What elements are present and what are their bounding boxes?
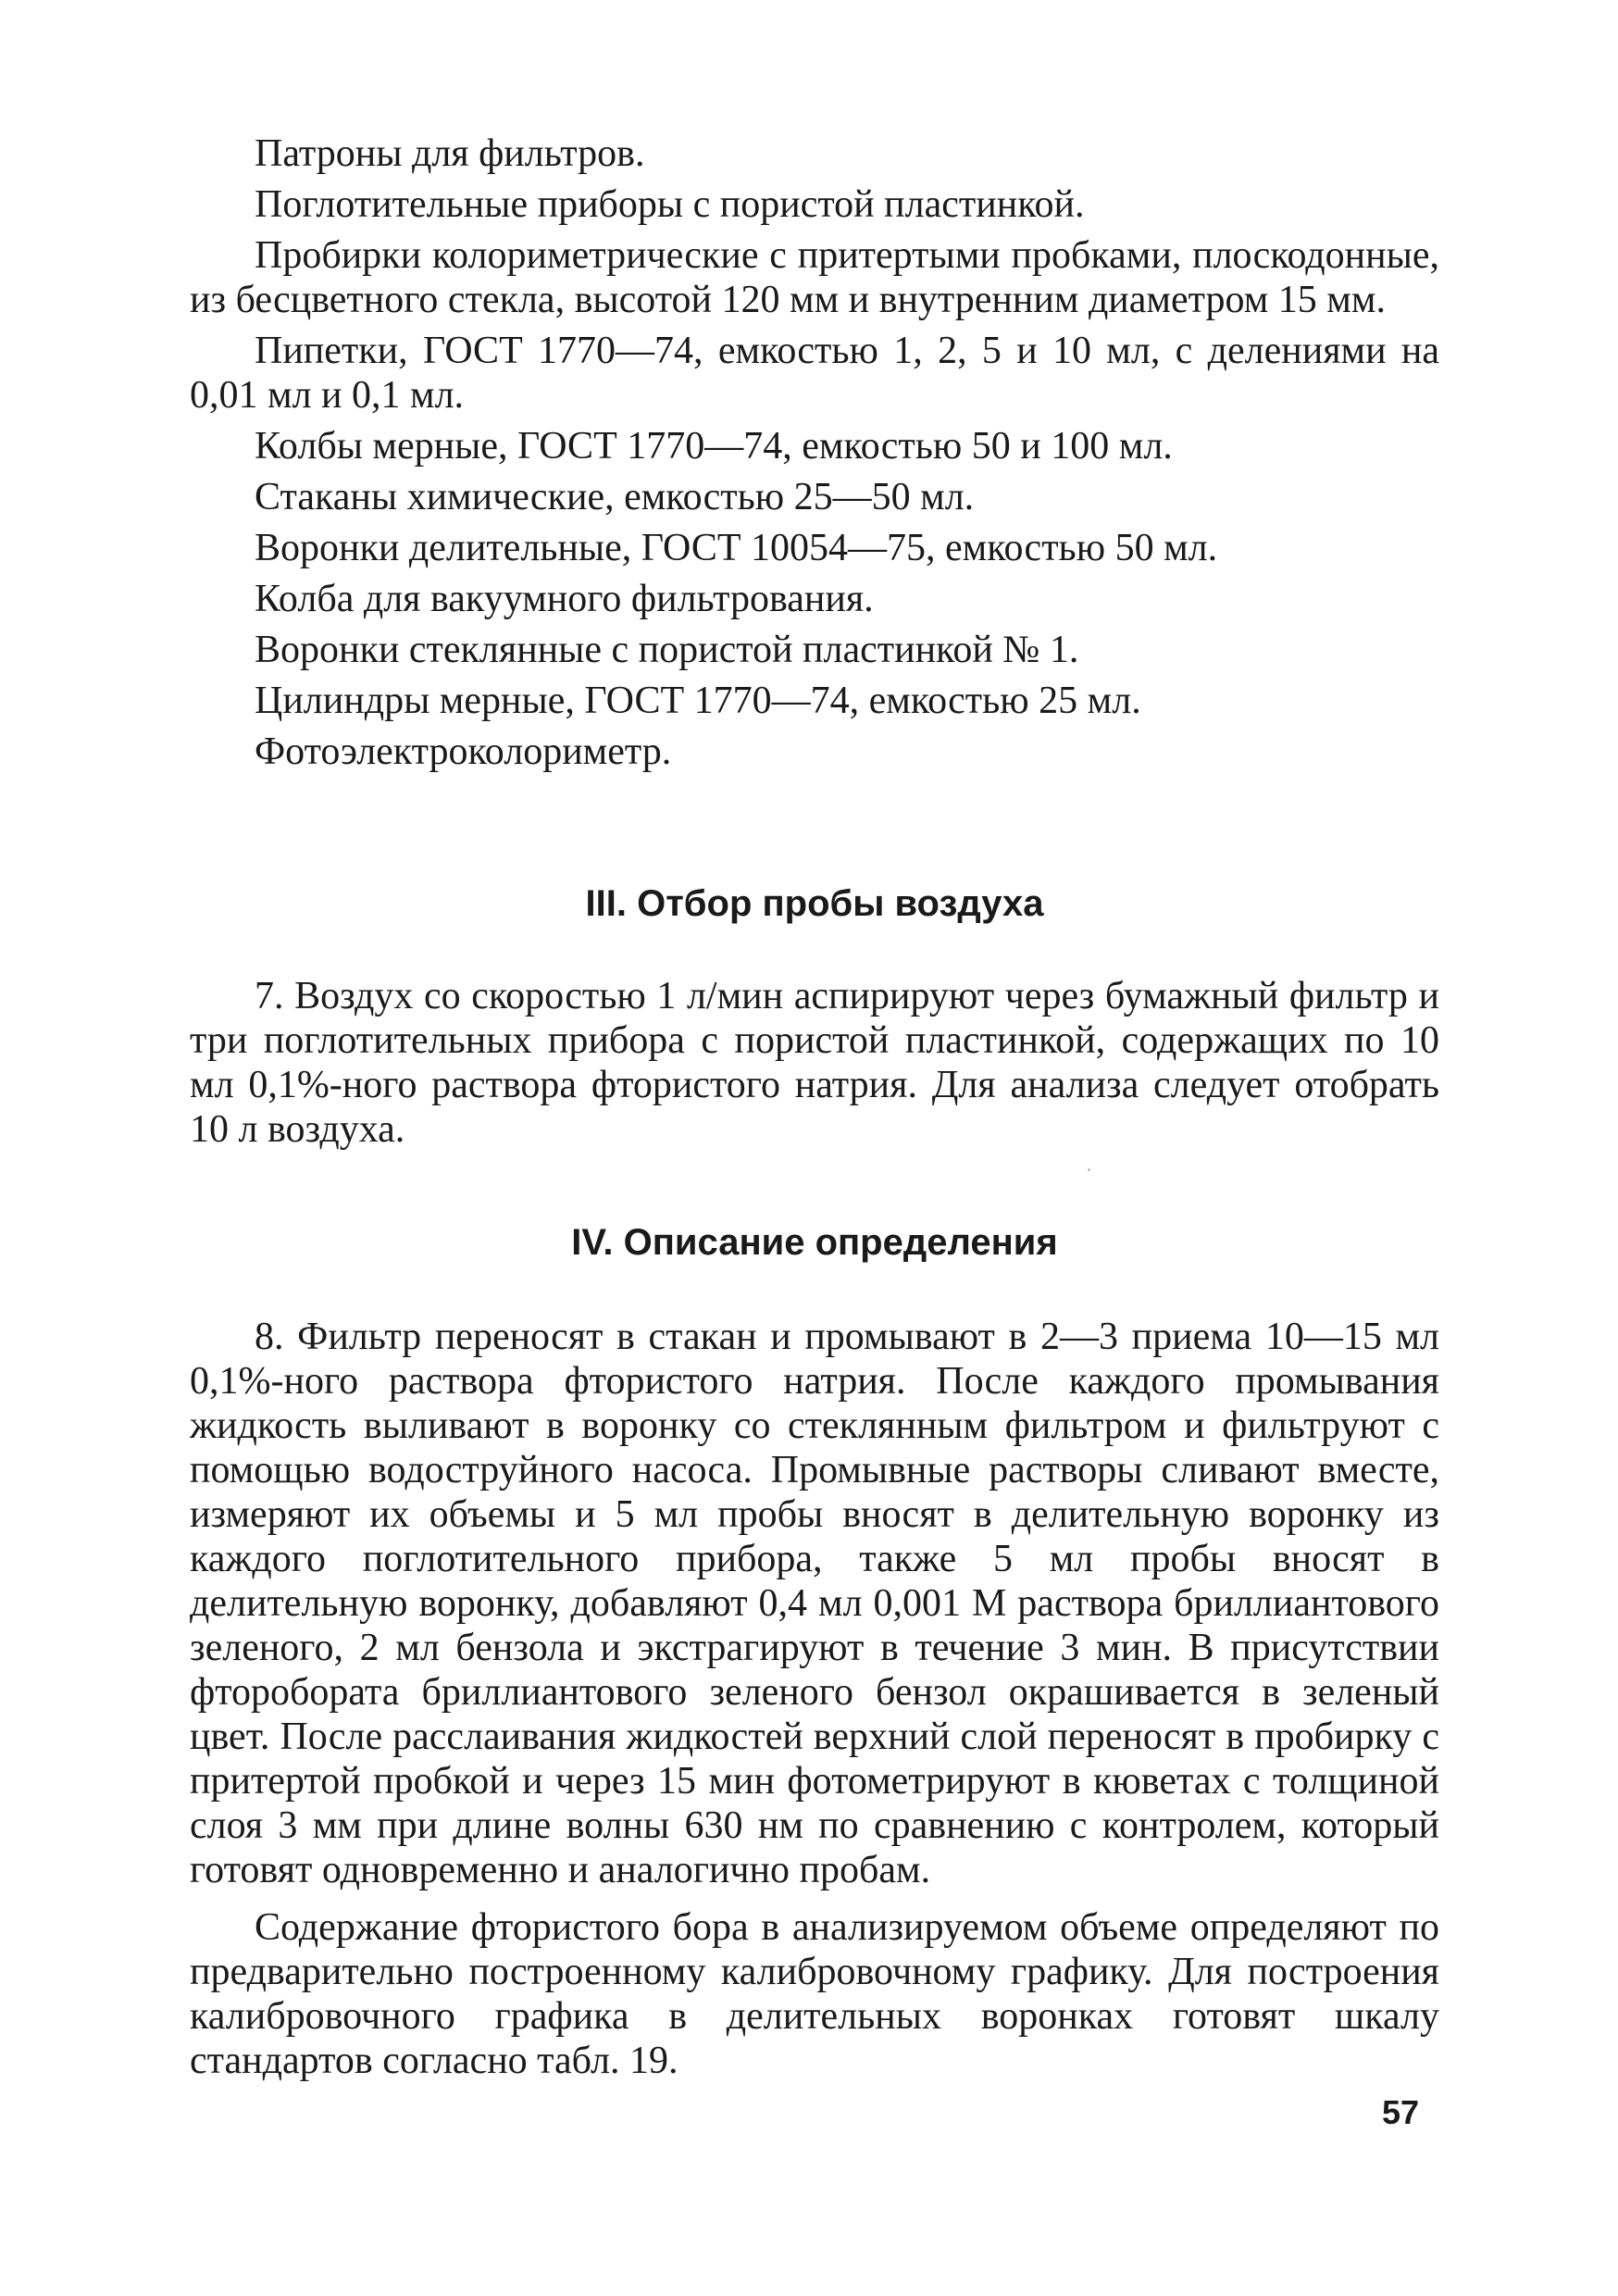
list-item: Патроны для фильтров. — [255, 132, 645, 175]
section-3-body — [190, 974, 1439, 1152]
list-item: Поглотительные приборы с пористой пластинкой. — [255, 183, 1085, 226]
scan-speck — [1088, 1168, 1090, 1171]
paragraph: 8. Фильтр переносят в стакан и промывают в 2—3 приема 10—15 мл 0,1%-ного раствора фтористого натрия. После каждого промывания жидкость выливают в воронку со стеклянным фильтром и фильтруют с помощью водоструйного насоса. Промывные растворы сливают вместе, измеряют их объемы и 5 мл пробы вносят в делительную воронку из каждого поглотительного прибора, также 5 мл пробы вносят в делительную воронку, добавляют 0,4 мл 0,001 М раствора бриллиантового зеленого, 2 мл бензола и экстрагируют в течение 3 мин. В присутствии фторобората бриллиантового зеленого бензол окрашивается в зеленый цвет. После расслаивания жидкостей верхний слой переносят в пробирку с притертой пробкой и через 15 мин фотометрируют в кюветах с толщиной слоя 3 мм при длине волны 630 нм по сравнению с контролем, который готовят одновременно и аналогично пробам. — [190, 1316, 1439, 1891]
list-item: Пробирки колориметрические с притертыми пробками, плоскодонные, из бесцветного стекла, высотой 120 мм и внутренним диаметром 15 мм. — [190, 234, 1439, 321]
paragraph: 7. Воздух со скоростью 1 л/мин аспирируют через бумажный фильтр и три поглотительных прибора с пористой пластинкой, содержащих по 10 мл 0,1%-ного раствора фтористого натрия. Для анализа следует отобрать 10 л воздуха. — [190, 975, 1439, 1151]
list-item: Стаканы химические, емкостью 25—50 мл. — [255, 476, 975, 518]
equipment-list — [190, 131, 1439, 780]
section-4-heading: IV. Описание определения — [571, 1222, 1058, 1263]
page-number: 57 — [1381, 2093, 1419, 2131]
list-item: Воронки стеклянные с пористой пластинкой № 1. — [255, 629, 1079, 671]
list-item: Колба для вакуумного фильтрования. — [255, 578, 874, 620]
list-item: Цилиндры мерные, ГОСТ 1770—74, емкостью 25 мл. — [255, 680, 1141, 722]
list-item: Воронки делительные, ГОСТ 10054—75, емкостью 50 мл. — [255, 527, 1218, 569]
paragraph: Содержание фтористого бора в анализируемом объеме определяют по предварительно построенному калибровочному графику. Для построения калибровочного графика в делительных воронках готовят шкалу стандартов согласно табл. 19. — [190, 1906, 1439, 2082]
list-item: Пипетки, ГОСТ 1770—74, емкостью 1, 2, 5 и 10 мл, с делениями на 0,01 мл и 0,1 мл. — [190, 330, 1439, 417]
section-4-body — [190, 1315, 1439, 2083]
list-item: Колбы мерные, ГОСТ 1770—74, емкостью 50 и 100 мл. — [255, 425, 1173, 468]
list-item: Фотоэлектроколориметр. — [255, 730, 672, 773]
section-3-heading: III. Отбор пробы воздуха — [585, 883, 1044, 924]
